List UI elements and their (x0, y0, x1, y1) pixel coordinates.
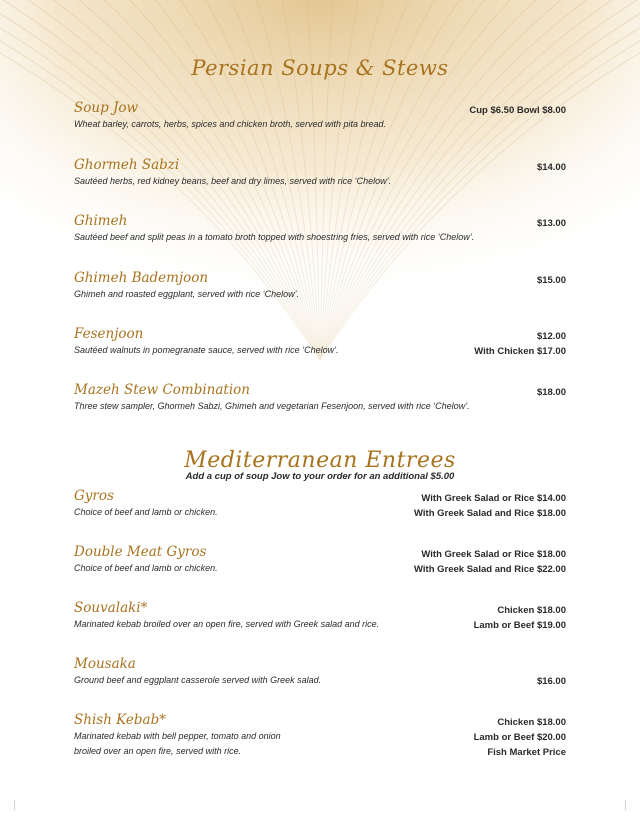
item-price (537, 659, 566, 674)
item-price: $14.00 (536, 162, 566, 173)
item-price: $13.00 (536, 218, 566, 229)
menu-item (74, 712, 566, 759)
item-prices (537, 385, 566, 400)
item-name: Fesenjoon (74, 326, 144, 342)
item-price: With Greek Salad or Rice $14.00 (421, 493, 566, 504)
item-price: Cup $6.50 Bowl $8.00 (469, 105, 566, 116)
item-price: $16.00 (536, 676, 566, 687)
item-description: broiled over an open fire, served with rice. (74, 746, 242, 756)
item-price: Lamb or Beef $19.00 (473, 620, 566, 631)
item-price: With Greek Salad and Rice $18.00 (414, 508, 566, 519)
item-description: Marinated kebab with bell pepper, tomato and onion (74, 731, 281, 741)
section-note: Add a cup of soup Jow to your order for an additional $5.00 (185, 471, 455, 482)
item-description: Marinated kebab broiled over an open fire, served with Greek salad and rice. (74, 619, 380, 629)
item-description: Ghimeh and roasted eggplant, served with rice ‘Chelow’. (74, 289, 300, 299)
item-prices (414, 547, 566, 577)
item-price: $18.00 (536, 387, 566, 398)
item-name: Ghimeh (74, 213, 128, 229)
item-description: Three stew sampler, Ghormeh Sabzi, Ghimeh and vegetarian Fesenjoon, served with rice ‘Chelow’. (74, 401, 470, 411)
item-price: $15.00 (536, 275, 566, 286)
item-price: Fish Market Price (487, 747, 566, 758)
item-prices (537, 160, 566, 175)
menu-item (74, 488, 566, 520)
item-description: Choice of beef and lamb or chicken. (74, 563, 218, 573)
item-prices (537, 273, 566, 288)
item-description: Choice of beef and lamb or chicken. (74, 507, 218, 517)
menu-item (74, 600, 566, 632)
menu-item (74, 270, 566, 302)
item-prices (537, 659, 566, 689)
item-prices (474, 329, 566, 359)
menu-item (74, 382, 566, 414)
item-price: With Greek Salad and Rice $22.00 (414, 564, 566, 575)
menu-item (74, 326, 566, 358)
item-description: Sautéed herbs, red kidney beans, beef and dry limes, served with rice ‘Chelow’. (74, 176, 392, 186)
item-price: Chicken $18.00 (497, 605, 566, 616)
crop-mark (625, 800, 626, 810)
item-prices (414, 491, 566, 521)
item-name: Mazeh Stew Combination (74, 382, 250, 398)
item-name: Shish Kebab* (74, 712, 166, 728)
menu-item (74, 100, 566, 132)
item-price: With Chicken $17.00 (474, 346, 566, 357)
item-name: Soup Jow (74, 100, 139, 116)
item-prices (474, 715, 566, 760)
section-title: Mediterranean Entrees (184, 448, 456, 473)
menu-item (74, 213, 566, 245)
crop-mark (14, 800, 15, 810)
item-description: Ground beef and eggplant casserole served with Greek salad. (74, 675, 322, 685)
menu-item (74, 157, 566, 189)
item-prices (537, 216, 566, 231)
item-name: Ghimeh Bademjoon (74, 270, 209, 286)
item-name: Souvalaki* (74, 600, 148, 616)
item-name: Ghormeh Sabzi (74, 157, 180, 173)
item-prices (474, 603, 566, 633)
item-name: Double Meat Gyros (74, 544, 207, 560)
item-price: Chicken $18.00 (497, 717, 566, 728)
item-description: Wheat barley, carrots, herbs, spices and chicken broth, served with pita bread. (74, 119, 386, 129)
item-name: Gyros (74, 488, 114, 504)
item-price: With Greek Salad or Rice $18.00 (421, 549, 566, 560)
item-description: Sautéed walnuts in pomegranate sauce, served with rice ‘Chelow’. (74, 345, 339, 355)
item-price: $12.00 (536, 331, 566, 342)
section-title: Persian Soups & Stews (191, 56, 449, 80)
menu-item (74, 656, 566, 688)
item-price: Lamb or Beef $20.00 (473, 732, 566, 743)
item-prices (469, 103, 566, 118)
item-description: Sautéed beef and split peas in a tomato broth topped with shoestring fries, served with rice ‘Chelow’. (74, 232, 475, 242)
menu-item (74, 544, 566, 576)
item-name: Mousaka (74, 656, 136, 672)
